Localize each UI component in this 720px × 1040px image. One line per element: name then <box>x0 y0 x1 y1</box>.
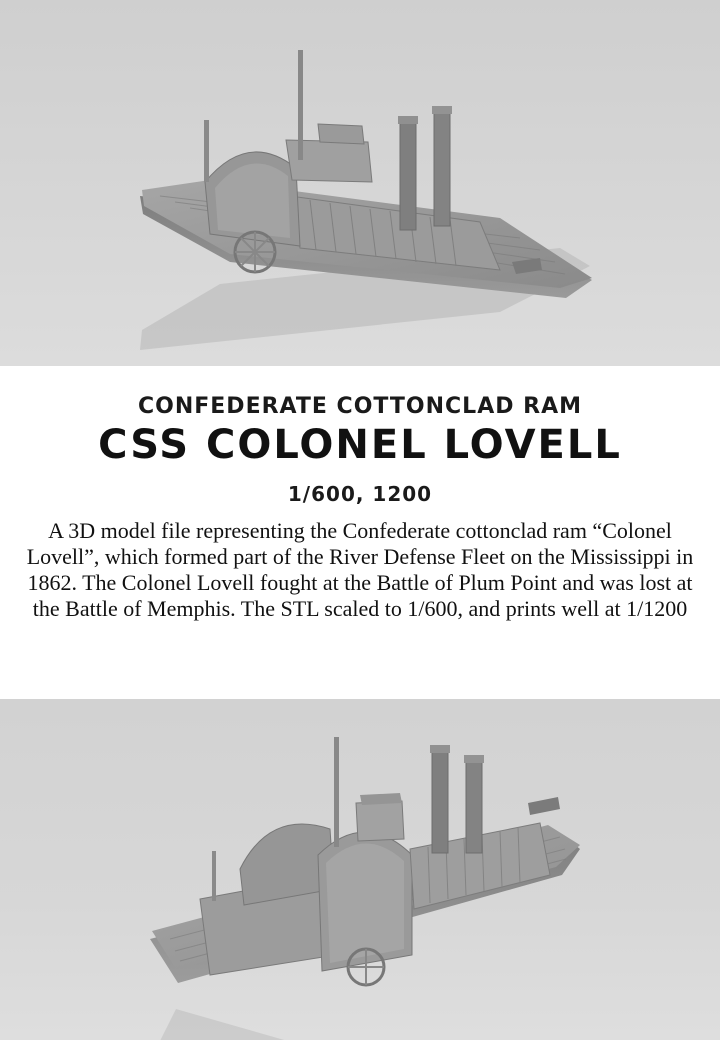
ship-render-top <box>0 0 720 366</box>
product-info <box>0 366 720 699</box>
scale-info: 1/600, 1200 <box>287 482 433 506</box>
ship-render-bottom <box>0 699 720 1040</box>
ship-model-bottom-illustration <box>0 699 720 1040</box>
ship-name-title: CSS COLONEL LOVELL <box>98 422 622 468</box>
product-description: A 3D model file representing the Confederate cottonclad ram “Colonel Lovell”, which formed part of the River Defense Fleet on the Mississippi in 1862. The Colonel Lovell fought at the Battle of Plum Point and was lost at the Battle of Memphis. The STL scaled to 1/600, and prints well at 1/1200 <box>26 518 694 621</box>
ship-model-top-illustration <box>0 0 720 366</box>
ship-type-subtitle: CONFEDERATE COTTONCLAD RAM <box>137 394 582 419</box>
